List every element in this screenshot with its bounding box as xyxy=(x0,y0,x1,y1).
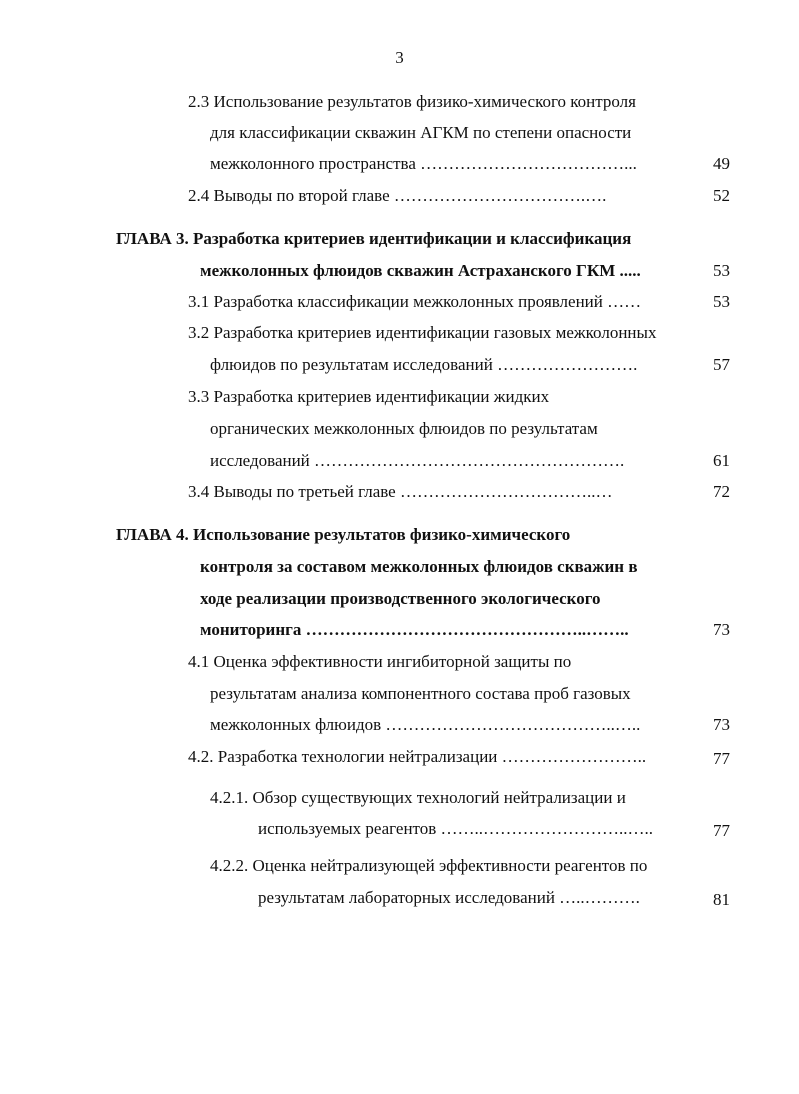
toc-line: 4.2.2. Оценка нейтрализующей эффективности реагентов по xyxy=(210,856,648,875)
toc-page-number: 57 xyxy=(713,355,730,374)
toc-page-number: 73 xyxy=(713,715,730,734)
toc-line: 3.4 Выводы по третьей главе ……………………………..… xyxy=(188,482,613,501)
toc-line: результатам лабораторных исследований …..………. xyxy=(258,888,640,907)
toc-page-number: 52 xyxy=(713,186,730,205)
toc-line: 2.3 Использование результатов физико-химического контроля xyxy=(188,92,636,111)
toc-line: исследований ………………………………………………. xyxy=(210,451,625,470)
toc-line: межколонного пространства ………………………………... xyxy=(210,154,637,173)
toc-line: флюидов по результатам исследований ……………………. xyxy=(210,355,638,374)
toc-line: ГЛАВА 3. Разработка критериев идентификации и классификация xyxy=(116,229,632,248)
toc-page-number: 72 xyxy=(713,482,730,501)
toc-line: контроля за составом межколонных флюидов скважин в xyxy=(200,557,638,576)
toc-page-number: 53 xyxy=(713,292,730,311)
page-number: 3 xyxy=(395,48,404,67)
toc-line: мониторинга …………………………………………..…….. xyxy=(200,620,629,639)
toc-line: 3.2 Разработка критериев идентификации газовых межколонных xyxy=(188,323,657,342)
toc-line: используемых реагентов ……..……………………..….. xyxy=(258,819,654,838)
toc-page-number: 77 xyxy=(713,821,730,840)
toc-page-number: 49 xyxy=(713,154,730,173)
toc-line: 4.1 Оценка эффективности ингибиторной защиты по xyxy=(188,652,572,671)
toc-line: межколонных флюидов …………………………………..….. xyxy=(210,715,641,734)
toc-line: ГЛАВА 4. Использование результатов физико-химического xyxy=(116,525,571,544)
toc-line: 3.3 Разработка критериев идентификации жидких xyxy=(188,387,550,406)
toc-line: 4.2.1. Обзор существующих технологий нейтрализации и xyxy=(210,788,626,807)
toc-line: 2.4 Выводы по второй главе …………………………….…. xyxy=(188,186,607,205)
toc-line: для классификации скважин АГКМ по степени опасности xyxy=(210,123,632,142)
toc-line: межколонных флюидов скважин Астраханского ГКМ ..... xyxy=(200,261,641,280)
toc-line: 4.2. Разработка технологии нейтрализации …………………….. xyxy=(188,747,647,766)
toc-page-number: 73 xyxy=(713,620,730,639)
toc-page-number: 81 xyxy=(713,890,730,909)
toc-page-number: 77 xyxy=(713,749,730,768)
toc-line: ходе реализации производственного экологического xyxy=(200,589,601,608)
toc-line: органических межколонных флюидов по результатам xyxy=(210,419,598,438)
toc-line: результатам анализа компонентного состава проб газовых xyxy=(210,684,631,703)
toc-page-number: 61 xyxy=(713,451,730,470)
toc-page-number: 53 xyxy=(713,261,730,280)
toc-line: 3.1 Разработка классификации межколонных проявлений …… xyxy=(188,292,642,311)
